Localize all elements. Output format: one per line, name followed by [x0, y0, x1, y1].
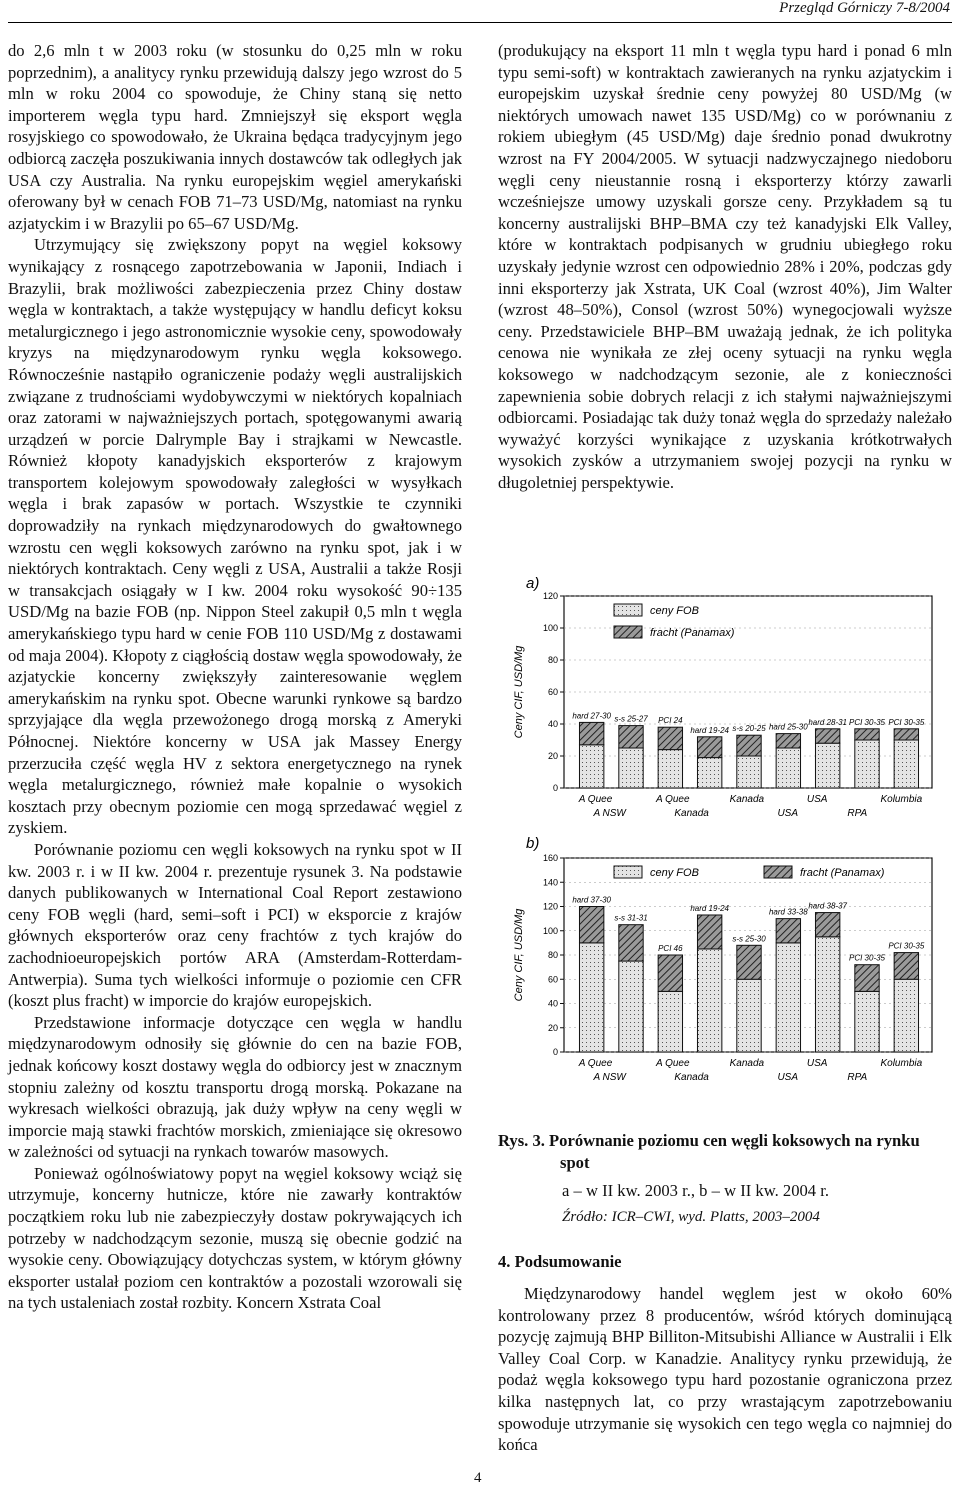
bar-freight — [737, 735, 761, 756]
bar-category-label: s-s 25-30 — [732, 934, 766, 944]
y-tick-label: 160 — [542, 853, 558, 863]
bar-category-label: PCI 24 — [658, 716, 683, 726]
bar-category-label: hard 28-31 — [808, 717, 848, 727]
country-label: Kanada — [729, 794, 765, 805]
bar-category-label: s-s 25-27 — [614, 714, 648, 724]
legend-label: ceny FOB — [650, 867, 699, 879]
country-label: RPA — [847, 1072, 868, 1083]
bar-freight — [697, 737, 721, 758]
summary-column — [498, 1283, 952, 1456]
bar-freight — [894, 729, 918, 740]
bar-freight — [776, 734, 800, 748]
right-column — [498, 40, 952, 493]
bar-fob — [658, 991, 682, 1052]
legend-swatch-fob — [614, 866, 642, 878]
country-label: RPA — [847, 808, 868, 819]
y-tick-label: 60 — [547, 974, 558, 985]
bar-category-label: PCI 30-35 — [848, 953, 886, 963]
y-tick-label: 80 — [547, 655, 558, 665]
bar-fob — [894, 979, 918, 1052]
paragraph: (produkujący na eksport 11 mln t węgla typu hard i ponad 6 mln typu semi-soft) w kontraktach zawieranych na rynku azjatyckim i europejskim uzyskał średnie ceny powyżej 80 USD/Mg (w niektórych umowach nawet 135 USD/Mg) co w porównaniu z rokiem ubiegłym (45 USD/Mg) daje średnio ponad dwukrotny wzrost na FY 2004/2005. W sytuacji nadzwyczajnego niedoboru węgli ceny nieustannie rosną i eksporterzy którzy zawarli wcześniejsze umowy uzyskali gorsze ceny. Przykładem są tu koncerny australijski BHP–BMA czy też kanadyjski Elk Valley, które w kontraktach podpisanych w grudniu ubiegłego roku uzyskały jedynie wzrost cen odpowiednio 28% i 20%, podczas gdy inni eksporterzy jak Xstrata, UK Coal (wzrost 40%), Jim Walter (wzrost 48–50%), Consol (wzrost 50%) wynegocjowali wyższe ceny. Przedstawiciele BHP–BM uważają jednak, że ich polityka cenowa nie wynikała ze złej oceny sytuacji na rynku węgla koksowego w nadchodzącym sezonie, ale z konieczności zapewnienia sobie dobrych relacji z ich stałymi najważniejszymi odbiorcami. Posiadając tak duży tonaż węgla do sprzedaży należało wyważyć korzyści wynikające z uzyskania krótkotrwałych wysokich zysków a utrzymaniem swojej pozycji na rynku w długoletniej perspektywie. — [498, 41, 952, 492]
bar-freight — [815, 729, 839, 743]
country-label: Kolumbia — [880, 794, 923, 805]
bar-freight — [855, 965, 879, 992]
caption-title: Rys. 3. Porównanie poziomu cen węgli koksowych na rynku spot — [498, 1131, 920, 1172]
paragraph: do 2,6 mln t w 2003 roku (w stosunku do 0,25 mln w roku poprzednim), a analitycy rynku przewidują dalszy jego wzrost do 5 mln w roku 2004 co spowoduje, że Chiny staną się netto importerem węgla typu hard. Zmniejszył się eksport węgla rosyjskiego co spowodowało, że Ukraina będąca tradycyjnym jego odbiorcą zaczęła poszukiwania innych dostawców tak odległych jak USA czy Australia. Na rynku europejskim węgiel amerykański oferowany był w cenach FOB 71–73 USD/Mg, natomiast na rynku azjatyckim i w Brazylii po 65–67 USD/Mg. — [8, 41, 462, 233]
y-tick-label: 140 — [542, 877, 558, 888]
figure-caption — [498, 1130, 952, 1228]
bar-fob — [619, 748, 643, 788]
legend-swatch-fob — [614, 604, 642, 616]
country-label: A NSW — [593, 808, 626, 819]
bar-fob — [815, 743, 839, 788]
country-label: Kanada — [729, 1058, 765, 1069]
bar-category-label: hard 19-24 — [690, 725, 730, 735]
bar-freight — [737, 945, 761, 979]
left-column — [8, 40, 462, 1314]
bar-freight — [658, 727, 682, 749]
bar-category-label: hard 33-38 — [768, 907, 808, 917]
bar-fob — [894, 740, 918, 788]
bar-freight — [579, 722, 603, 744]
bar-category-label: hard 37-30 — [572, 895, 612, 905]
y-tick-label: 100 — [542, 925, 558, 936]
country-label: A NSW — [593, 1072, 626, 1083]
country-label: USA — [777, 808, 799, 819]
bar-fob — [776, 943, 800, 1052]
bar-fob — [855, 991, 879, 1052]
bar-fob — [815, 937, 839, 1052]
bar-fob — [697, 758, 721, 788]
paragraph: Ponieważ ogólnoświatowy popyt na węgiel koksowy wciąż się utrzymuje, koncerny hutnicze, które nie zawarły kontraktów początkiem roku lub nie zabezpieczyły dostaw pokrywających ich potrzeby w nadchodzącym sezonie, muszą się obecnie godzić na wysokie ceny. Obowiązujący dotychczas system, w którym główny eksporter ustalał poziom cen kontraktów a pozostali wzorowali się na tych ustaleniach został rozbity. Koncern Xstrata Coal — [8, 1163, 462, 1313]
bar-fob — [579, 943, 603, 1052]
y-tick-label: 80 — [547, 950, 558, 960]
journal-header: Przegląd Górniczy 7-8/2004 — [779, 0, 950, 16]
bar-category-label: hard 27-30 — [572, 711, 612, 721]
paragraph: Porównanie poziomu cen węgli koksowych na rynku spot w II kw. 2003 r. i w II kw. 2004 r. prezentuje rysunek 3. Na podstawie danych publikowanych w International Coal Report zestawiono ceny FOB węgli (hard, semi–soft i PCI) w eksporcie z krajów głównych eksporterów oraz ceny frachtów z tych krajów do zachodnioeuropejskich portów ARA (Amsterdam-Rotterdam-Antwerpia). Suma tych wielkości informuje o poziomie cen CFR (koszt plus fracht) w imporcie do krajów europejskich. — [8, 839, 462, 1011]
bar-fob — [619, 961, 643, 1052]
country-label: A Quee — [656, 1058, 690, 1069]
caption-source: Źródło: ICR–CWI, wyd. Platts, 2003–2004 — [562, 1209, 820, 1225]
figure-charts — [506, 566, 952, 1108]
bar-category-label: hard 19-24 — [690, 903, 730, 913]
section-heading: 4. Podsumowanie — [498, 1252, 622, 1271]
legend-swatch-freight — [764, 866, 792, 878]
paragraph: Utrzymujący się zwiększony popyt na węgiel koksowy wynikający z rosnącego zapotrzebowania w Japonii, Indiach i Brazylii, brak możliwości zabezpieczenia przez Chiny dostaw węgla w kontraktach, a także występujący w handlu deficyt koksu metalurgicznego i jego astronomicznie wysokie ceny, spowodowały kryzys na międzynarodowym rynku węgla koksowego. Równocześnie nastąpiło ograniczenie podaży węgli australijskich związane z trudnościami wydobywczymi w niektórych kopalniach oraz zatorami w najważniejszych portach, spotęgowanymi awarią urządzeń w porcie Dalrymple Bay i strajkami w Newcastle. Również kłopoty kanadyjskich eksporterów z krajowym transportem kolejowym spowodowały zaległości w wysyłkach węgla i brak zapasów w portach. Wszystkie te czynniki doprowadziły na rynkach międzynarodowych do gwałtownego wzrostu cen węgli koksowych zarówno na rynku spot, jak i w niektórych kontraktach. Ceny węgli z USA, Australii a także Rosji w transakcjach osiągały w I kw. 2004 roku wysokość 90÷135 USD/Mg na bazie FOB (np. Nippon Steel zakupił 0,5 mln t węgla amerykańskiego typu hard w cenie FOB 110 USD/Mg z dostawami od maja 2004). Kłopoty z ciągłością dostaw węgla spowodowały, że azjatyckie koncerny zwiększyły zainteresowanie węglem amerykańskim na rynku spot. Obecne warunki rynkowe są bardzo sprzyjające dla węgla przewożonego drogą morską z Ameryki Północnej. Niektóre koncerny w USA jak Massey Energy przerzuciła część węgla HV z sektora energetycznego na rynek węgla metalurgicznego, również małe kopalnie o wysokich kosztach przy obecnym poziomie cen mogą sprzedawać węgiel z zyskiem. — [8, 235, 462, 838]
bar-category-label: s-s 31-31 — [614, 913, 648, 923]
legend-label: ceny FOB — [650, 605, 699, 617]
country-label: Kolumbia — [880, 1058, 923, 1069]
header-rule — [8, 22, 952, 23]
y-tick-label: 20 — [547, 751, 558, 761]
y-tick-label: 120 — [542, 901, 558, 912]
country-label: A Quee — [578, 1058, 613, 1069]
bar-fob — [697, 949, 721, 1052]
page-number: 4 — [474, 1470, 482, 1486]
y-tick-label: 0 — [552, 783, 558, 793]
country-label: A Quee — [656, 794, 690, 805]
caption-subtitle: a – w II kw. 2003 r., b – w II kw. 2004 r. — [562, 1181, 829, 1200]
bar-freight — [579, 907, 603, 943]
panel-label: b) — [526, 835, 540, 852]
paragraph: Przedstawione informacje dotyczące cen węgla w handlu międzynarodowym odnosiły się głównie do cen na bazie FOB, jednak końcowy koszt dostawy węgla do odbiorcy jest w znacznym stopniu zależny od kosztu transportu drogą morską. Pokazane na wykresach wielkości obrazują, jak duży wpływ na ceny węgli w imporcie mają stawki frachtów morskich, zmieniające się okresowo w zależności od sytuacji na rynkach towarów masowych. — [8, 1012, 462, 1162]
bar-freight — [776, 919, 800, 943]
bar-freight — [619, 726, 643, 748]
legend-label: fracht (Panamax) — [650, 627, 735, 639]
country-label: Kanada — [674, 1072, 709, 1083]
bar-freight — [619, 925, 643, 961]
country-label: USA — [806, 1058, 828, 1069]
bar-freight — [697, 915, 721, 949]
bar-freight — [894, 953, 918, 980]
paragraph: Międzynarodowy handel węglem jest w około 60% kontrolowany przez 8 producentów, wśród których dominującą pozycję zajmują BHP Billiton-Mitsubishi Alliance w Australii i Elk Valley Coal Corp. w Kanadzie. Analitycy rynku przewidują, że podaż węgla koksowego typu hard pozostanie ograniczona przez kilka następnych lat, co przy wrastającym zapotrzebowaniu spowoduje utrzymanie się wysokich cen tego węgla co najmniej do końca — [498, 1284, 952, 1455]
bar-freight — [855, 729, 879, 740]
y-tick-label: 100 — [542, 623, 558, 633]
y-axis-label: Ceny CIF, USD/Mg — [513, 908, 525, 1002]
bar-category-label: hard 25-30 — [768, 722, 808, 732]
bar-fob — [658, 750, 682, 788]
country-label: Kanada — [674, 808, 709, 819]
legend-swatch-freight — [614, 626, 642, 638]
bar-category-label: s-s 20-25 — [732, 724, 766, 734]
y-tick-label: 60 — [547, 687, 558, 697]
bar-fob — [776, 748, 800, 788]
bar-freight — [658, 955, 682, 991]
y-axis-label: Ceny CIF, USD/Mg — [513, 645, 525, 739]
legend-label: fracht (Panamax) — [800, 867, 885, 879]
bar-freight — [815, 913, 839, 937]
y-tick-label: 20 — [547, 1022, 558, 1033]
y-tick-label: 120 — [542, 591, 558, 601]
country-label: A Quee — [578, 794, 613, 805]
bar-category-label: PCI 30-35 — [848, 717, 886, 727]
bar-category-label: PCI 30-35 — [888, 717, 925, 727]
y-tick-label: 40 — [547, 998, 558, 1009]
panel-label: a) — [526, 575, 540, 592]
bar-fob — [737, 756, 761, 788]
bar-category-label: PCI 30-35 — [888, 941, 925, 951]
bar-fob — [737, 979, 761, 1052]
figure-3 — [506, 566, 952, 1108]
bar-category-label: PCI 46 — [658, 944, 683, 953]
y-tick-label: 0 — [552, 1047, 558, 1057]
y-tick-label: 40 — [547, 719, 558, 729]
bar-fob — [855, 740, 879, 788]
country-label: USA — [806, 794, 828, 805]
country-label: USA — [777, 1072, 799, 1083]
bar-fob — [579, 745, 603, 788]
bar-category-label: hard 38-37 — [808, 901, 848, 911]
